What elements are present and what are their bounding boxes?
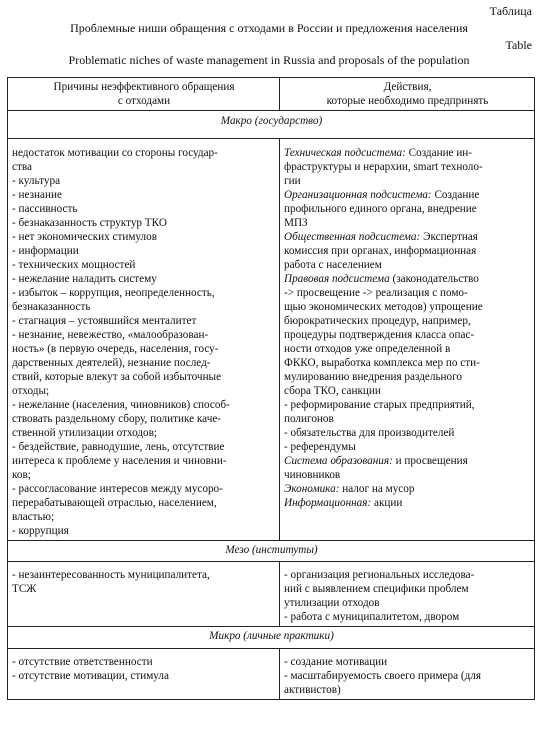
line-text: чиновников: [284, 469, 341, 481]
table-row-meso: [8, 562, 535, 627]
section-row-micro: [8, 627, 535, 649]
section-title-meso: Мезо (институты): [8, 541, 535, 562]
action-line: [284, 230, 531, 244]
cause-line: - нежелание наладить систему: [12, 273, 157, 285]
line-text: МПЗ: [284, 217, 308, 229]
line-text: ности отходов уже определенной в: [284, 343, 451, 355]
line-text: - реформирование старых предприятий,: [284, 399, 475, 411]
action-line: [284, 272, 531, 286]
cause-line: безнаказанность: [12, 301, 91, 313]
subsystem-label: Правовая подсистема: [284, 273, 390, 285]
action-line: [284, 384, 531, 398]
cause-line: - стагнация – устоявшийся менталитет: [12, 315, 197, 327]
cause-line: - безнаказанность структур ТКО: [12, 217, 167, 229]
column-header-causes: Причины неэффективного обращения с отходами: [8, 78, 280, 111]
meso-causes-cell: [8, 562, 280, 627]
micro-actions-cell: [280, 649, 535, 700]
subsystem-label: Общественная подсистема:: [284, 231, 421, 243]
line-text: сбора ТКО, санкции: [284, 385, 381, 397]
action-line: [284, 342, 531, 356]
line-text: гии: [284, 175, 301, 187]
action-line: [284, 174, 531, 188]
cause-line: властью;: [12, 511, 55, 523]
action-line: [284, 468, 531, 482]
cause-line: недостаток мотивации со стороны государ-: [12, 147, 218, 159]
subsystem-label: Информационная:: [284, 497, 372, 509]
action-line: [284, 160, 531, 174]
cause-line: - отсутствие ответственности: [12, 656, 153, 668]
action-line: - масштабируемость своего примера (для: [284, 670, 481, 682]
action-line: [284, 370, 531, 384]
cause-line: ков;: [12, 469, 31, 481]
action-line: [284, 286, 531, 300]
cause-line: - информации: [12, 245, 79, 257]
section-title-macro: Макро (государство): [8, 111, 535, 139]
line-text: ФККО, выработка комплекса мер по сти-: [284, 357, 480, 369]
line-text: работа с населением: [284, 259, 382, 271]
cause-line: - культура: [12, 175, 61, 187]
cause-line: - незнание: [12, 189, 62, 201]
section-row-macro: [8, 111, 535, 139]
line-text: Создание: [431, 189, 480, 201]
cause-line: ствий, которые влекут за собой избыточные: [12, 371, 222, 383]
line-text: налог на мусор: [339, 483, 415, 495]
action-line: [284, 258, 531, 272]
cause-line: - избыток – коррупция, неопределенность,: [12, 287, 215, 299]
subsystem-label: Техническая подсистема:: [284, 147, 406, 159]
column-header-actions: Действия, которые необходимо предпринять: [280, 78, 535, 111]
action-line: [284, 188, 531, 202]
line-text: и просвещения: [392, 455, 468, 467]
table-label-ru: Таблица: [489, 4, 532, 18]
subsystem-label: Система образования:: [284, 455, 393, 467]
line-text: -> просвещение -> реализация с помо-: [284, 287, 468, 299]
line-text: профильного единого органа, внедрение: [284, 203, 477, 215]
action-line: [284, 454, 531, 468]
action-line: [284, 482, 531, 496]
table-label-en: Table: [505, 38, 532, 52]
action-line: [284, 216, 531, 230]
cause-line: отходы;: [12, 385, 50, 397]
cause-line: - незаинтересованность муниципалитета,: [12, 569, 210, 581]
line-text: (законодательство: [389, 273, 479, 285]
cause-line: - нет экономических стимулов: [12, 231, 157, 243]
micro-causes-cell: [8, 649, 280, 700]
cause-line: - технических мощностей: [12, 259, 136, 271]
cause-line: интереса к проблеме у населения и чиновни-: [12, 455, 227, 467]
cause-line: ность» (в первую очередь, населения, госу-: [12, 343, 219, 355]
line-text: Создание ин-: [405, 147, 473, 159]
meso-actions-cell: [280, 562, 535, 627]
cause-line: - отсутствие мотивации, стимула: [12, 670, 169, 682]
table-row-micro: [8, 649, 535, 700]
table-row-macro: [8, 139, 535, 541]
line-text: щью экономических методов) упрощение: [284, 301, 483, 313]
action-line: [284, 300, 531, 314]
line-text: Экспертная: [420, 231, 478, 243]
action-line: [284, 496, 531, 510]
section-title-micro: Микро (личные практики): [8, 627, 535, 649]
action-line: утилизации отходов: [284, 597, 380, 609]
macro-causes-cell: [8, 139, 280, 541]
action-line: [284, 412, 531, 426]
cause-line: дарственных деятелей), незнание послед-: [12, 357, 211, 369]
action-line: [284, 440, 531, 454]
subsystem-label: Организационная подсистема:: [284, 189, 432, 201]
line-text: мулированию внедрения раздельного: [284, 371, 463, 383]
cause-line: - пассивность: [12, 203, 78, 215]
line-text: процедуры подтверждения класса опас-: [284, 329, 475, 341]
action-line: - создание мотивации: [284, 656, 388, 668]
cause-line: - нежелание (населения, чиновников) способ-: [12, 399, 230, 411]
section-row-meso: [8, 541, 535, 562]
table-title-ru: Проблемные ниши обращения с отходами в России и предложения населения: [70, 21, 468, 35]
line-text: - обязательства для производителей: [284, 427, 455, 439]
subsystem-label: Экономика:: [284, 483, 340, 495]
line-text: акции: [371, 497, 403, 509]
cause-line: - бездействие, равнодушие, лень, отсутствие: [12, 441, 225, 453]
cause-line: ства: [12, 161, 32, 173]
cause-line: ственной утилизации отходов;: [12, 427, 158, 439]
action-line: [284, 426, 531, 440]
line-text: бюрократических процедур, например,: [284, 315, 471, 327]
action-line: активистов): [284, 684, 341, 696]
line-text: полигонов: [284, 413, 334, 425]
table-title-en: Problematic niches of waste management in Russia and proposals of the population: [68, 53, 470, 67]
cause-line: перерабатывающей отраслью, населением,: [12, 497, 217, 509]
action-line: [284, 314, 531, 328]
cause-line: - рассогласование интересов между мусоро-: [12, 483, 223, 495]
action-line: [284, 328, 531, 342]
cause-line: ствовать раздельному сбору, политике каче-: [12, 413, 222, 425]
cause-line: - незнание, невежество, «малообразован-: [12, 329, 209, 341]
line-text: фраструктуры и нерархии, smart техноло-: [284, 161, 483, 173]
action-line: - организация региональных исследова-: [284, 569, 475, 581]
action-line: [284, 398, 531, 412]
cause-line: - коррупция: [12, 525, 69, 537]
action-line: ний с выявлением специфики проблем: [284, 583, 469, 595]
line-text: комиссия при органах, информационная: [284, 245, 477, 257]
action-line: [284, 244, 531, 258]
macro-actions-cell: [280, 139, 535, 541]
action-line: [284, 146, 531, 160]
action-line: - работа с муниципалитетом, двором: [284, 611, 460, 623]
waste-niches-table: [7, 77, 535, 700]
cause-line: ТСЖ: [12, 583, 37, 595]
action-line: [284, 356, 531, 370]
line-text: - референдумы: [284, 441, 356, 453]
column-header-row: [8, 78, 535, 111]
action-line: [284, 202, 531, 216]
